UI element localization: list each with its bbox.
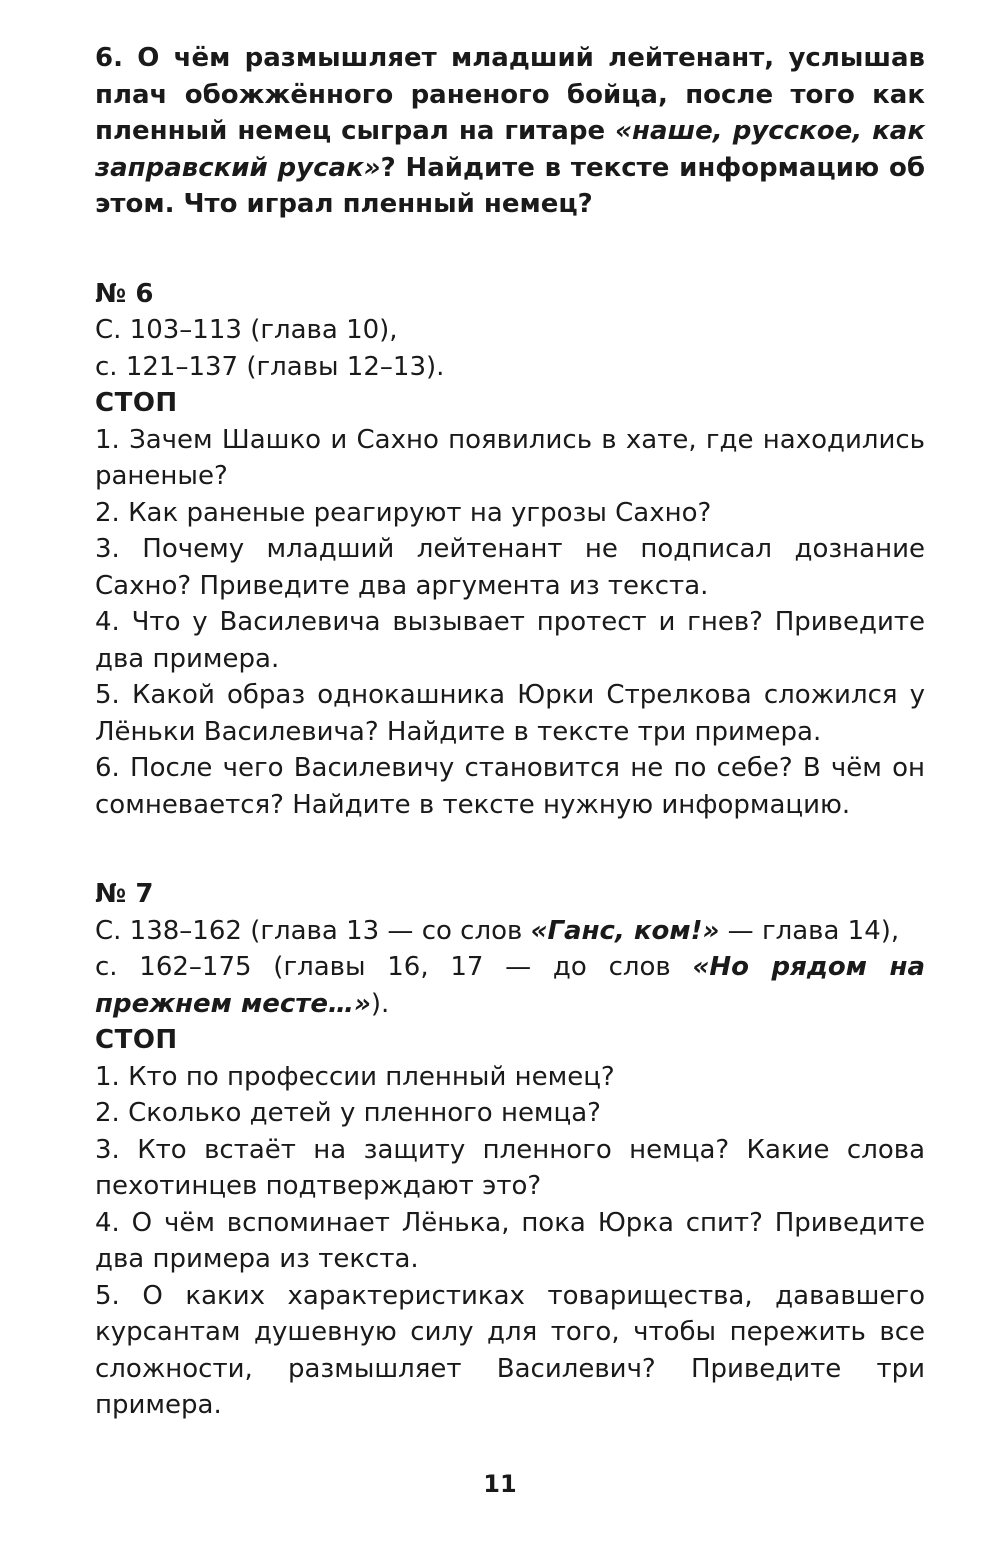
section-6-ref-2: с. 121–137 (главы 12–13). [95, 351, 445, 382]
ref-text-end: — глава 14), [719, 915, 900, 946]
question-number: 2. [95, 1098, 120, 1128]
page-number: 11 [483, 1470, 517, 1498]
question-text: После чего Василевичу становится не по себе? В чём он сомневается? Найдите в тексте нужную информацию. [95, 753, 925, 820]
ref-quote: «Но рядом на прежнем месте…» [95, 952, 925, 1019]
question-number: 2. [95, 497, 120, 528]
question-number: 1. [95, 1061, 120, 1092]
section-6-question-6 [95, 750, 925, 823]
question-number: 4. [95, 1207, 120, 1238]
section-7-stop: СТОП [95, 1025, 178, 1055]
section-6-question-2 [95, 495, 925, 532]
section-6-question-5 [95, 677, 925, 750]
question-text: Почему младший лейтенант не подписал дознание Сахно? Приведите два аргумента из текста. [95, 534, 926, 601]
section-6-title: № 6 [95, 278, 154, 309]
section-7-question-1 [95, 1059, 925, 1096]
section-6-question-4 [95, 604, 925, 677]
section-7-question-4 [95, 1205, 925, 1278]
section-6-ref-1: С. 103–113 (глава 10), [95, 315, 398, 345]
question-text: Сколько детей у пленного немца? [128, 1098, 601, 1128]
question-number: 3. [95, 1134, 120, 1165]
section-gap [95, 823, 925, 876]
question-6-intro [95, 40, 925, 223]
question-text: Какой образ однокашника Юрки Стрелкова сложился у Лёньки Василевича? Найдите в тексте три примера. [95, 680, 926, 747]
question-text: Кто по профессии пленный немец? [128, 1061, 615, 1092]
question-text: О чём размышляет младший лейтенант, услышав плач обожжённого раненого бойца, после того как пленный немец сыграл на гитаре [95, 43, 925, 146]
section-7-question-2 [95, 1095, 925, 1132]
question-number: 5. [95, 1280, 120, 1311]
ref-text: С. 138–162 (глава 13 — со слов [95, 915, 531, 946]
question-number: 6. [95, 43, 123, 73]
question-text: Что у Василевича вызывает протест и гнев? Приведите два примера. [95, 607, 926, 674]
ref-text: с. 162–175 (главы 16, 17 — до слов [95, 952, 693, 982]
question-text: Кто встаёт на защиту пленного немца? Какие слова пехотинцев подтверждают это? [95, 1134, 925, 1201]
section-7-question-5 [95, 1278, 925, 1424]
section-7-title: № 7 [95, 879, 154, 909]
section-7-question-3 [95, 1132, 925, 1205]
page-content [95, 40, 925, 1424]
question-quote: «наше, русское, как заправский русак» [95, 116, 925, 183]
section-gap [95, 223, 925, 276]
question-number: 4. [95, 607, 120, 637]
section-6-stop: СТОП [95, 388, 178, 418]
section-6-question-1 [95, 422, 925, 495]
question-text: О чём вспоминает Лёнька, пока Юрка спит? Приведите два примера из текста. [95, 1207, 925, 1274]
question-number: 1. [95, 424, 120, 455]
section-7-ref-2 [95, 949, 925, 1022]
question-text: Как раненые реагируют на угрозы Сахно? [128, 497, 712, 528]
section-6-question-3 [95, 531, 925, 604]
section-7-ref-1 [95, 913, 925, 950]
ref-quote: «Ганс, ком!» [530, 915, 720, 946]
ref-text-end: ). [370, 988, 390, 1019]
question-text: Зачем Шашко и Сахно появились в хате, где находились раненые? [95, 424, 925, 491]
question-text: О каких характеристиках товарищества, дававшего курсантам душевную силу для того, чтобы пережить все сложности, размышляет Василевич? Приведите три примера. [95, 1280, 925, 1420]
question-text-end: ? Найдите в тексте информацию об этом. Что играл пленный немец? [95, 152, 925, 219]
question-number: 5. [95, 680, 120, 710]
question-number: 3. [95, 534, 120, 564]
question-number: 6. [95, 753, 120, 783]
